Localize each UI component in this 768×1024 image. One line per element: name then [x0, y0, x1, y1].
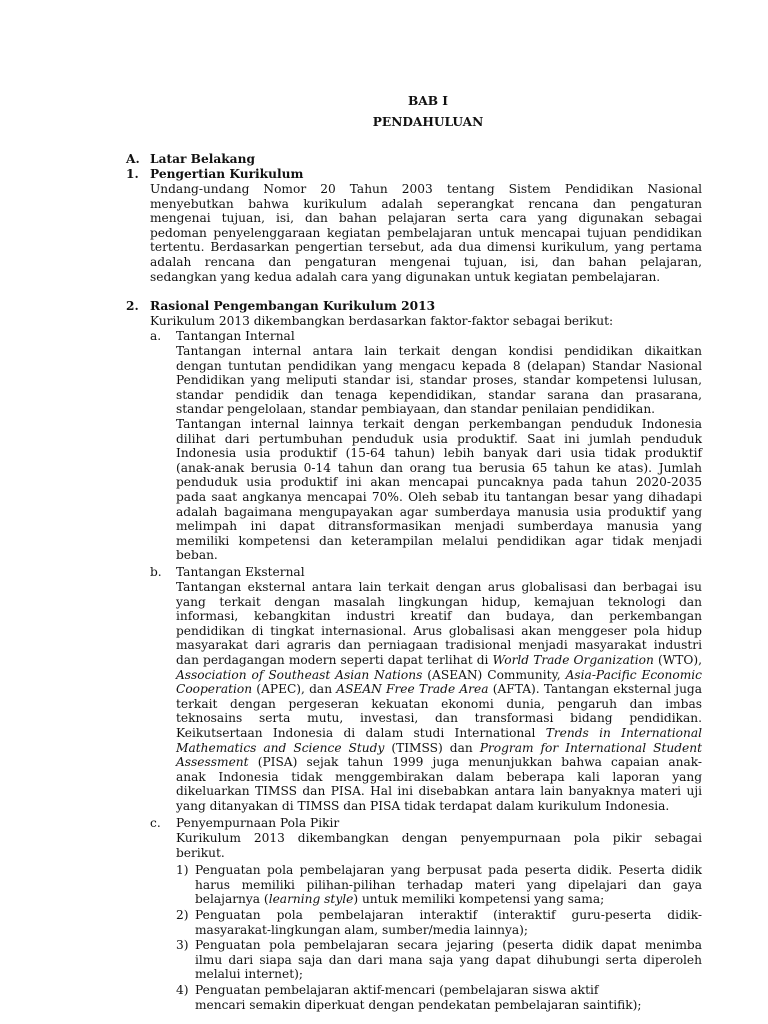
paragraph-line: pedoman penyelenggaraan kegiatan pembelajaran untuk mencapai tujuan pendidikan: [150, 225, 702, 240]
paragraph-line: teknosains serta mutu, investasi, dan transformasi bidang pendidikan.: [176, 711, 702, 726]
paragraph-line: beban.: [176, 548, 218, 563]
list-item-line: melalui internet);: [195, 967, 303, 982]
paragraph-line: Indonesia usia produktif (15-64 tahun) lebih banyak dari usia tidak produktif: [176, 446, 702, 461]
list-item-line: Penguatan pola pembelajaran interaktif (interaktif guru-peserta didik-: [195, 908, 702, 922]
subsection-a-paragraph: [176, 344, 702, 563]
paragraph-line: standar pendidik dan tenaga kependidikan, standar sarana dan prasarana,: [176, 387, 702, 402]
chapter-label: BAB I: [407, 94, 448, 108]
subsection-b-title: Tantangan Eksternal: [176, 565, 305, 579]
paragraph-line: Keikutsertaan Indonesia di dalam studi International Trends in International: [176, 725, 702, 740]
list-item-line: Penguatan pembelajaran aktif-mencari (pembelajaran siswa aktif: [195, 983, 599, 997]
paragraph-line: berikut.: [176, 845, 225, 860]
paragraph-line: dan perdagangan modern seperti dapat terlihat di World Trade Organization (WTO),: [176, 652, 702, 667]
paragraph-line: penduduk usia produktif ini akan mencapai puncaknya pada tahun 2020-2035: [176, 475, 702, 490]
section-2-intro: Kurikulum 2013 dikembangkan berdasarkan faktor-faktor sebagai berikut:: [150, 314, 614, 328]
subsection-c-marker: c.: [150, 816, 161, 830]
paragraph-line: dengan tuntutan pendidikan yang mengacu kepada 8 (delapan) Standar Nasional: [176, 358, 702, 373]
list-item-line: harus memiliki pilihan-pilihan terhadap materi yang dipelajari dan gaya: [195, 877, 702, 892]
paragraph-line: adalah bagaimana mengupayakan agar sumberdaya manusia usia produktif yang: [176, 504, 702, 519]
paragraph-line: Mathematics and Science Study (TIMSS) dan Program for International Student: [176, 740, 702, 755]
subsection-a-marker: a.: [150, 329, 162, 343]
subsection-c-intro: [176, 831, 702, 860]
list-item-line: Penguatan pola pembelajaran secara jejaring (peserta didik dapat menimba: [195, 938, 702, 952]
paragraph-line: pada saat angkanya mencapai 70%. Oleh sebab itu tantangan besar yang dihadapi: [176, 489, 702, 504]
subsection-b-marker: b.: [150, 565, 162, 579]
paragraph-line: dikeluarkan TIMSS dan PISA. Hal ini disebabkan antara lain banyaknya materi uji: [176, 784, 702, 799]
paragraph-line: melimpah ini dapat ditransformasikan menjadi sumberdaya manusia yang: [176, 519, 702, 534]
paragraph-line: Tantangan internal antara lain terkait dengan kondisi pendidikan dikaitkan: [176, 344, 702, 358]
list-item-line: ilmu dari siapa saja dan dari mana saja yang dapat dihubungi serta diperoleh: [195, 952, 702, 967]
paragraph-line: yang terkait dengan masalah lingkungan hidup, kemajuan teknologi dan: [176, 594, 702, 609]
list-item-line: belajarnya (learning style) untuk memiliki kompetensi yang sama;: [195, 892, 605, 907]
section-a-marker: A.: [126, 152, 140, 166]
paragraph-line: yang ditanyakan di TIMSS dan PISA tidak terdapat dalam kurikulum Indonesia.: [176, 798, 670, 813]
paragraph-line: Kurikulum 2013 dikembangkan dengan penyempurnaan pola pikir sebagai: [176, 831, 702, 845]
section-1-paragraph: [150, 182, 702, 284]
chapter-title: PENDAHULUAN: [372, 115, 484, 129]
subsection-c-title: Penyempurnaan Pola Pikir: [176, 816, 340, 830]
paragraph-line: Assessment (PISA) sejak tahun 1999 juga menunjukkan bahwa capaian anak-: [176, 755, 702, 770]
section-2-marker: 2.: [126, 299, 139, 313]
list-item: [195, 938, 702, 982]
paragraph-line: pendidikan di tingkat internasional. Arus globalisasi akan menggeser pola hidup: [176, 623, 702, 638]
list-item: [195, 983, 702, 1012]
paragraph-line: adalah rencana dan pengaturan mengenai tujuan, isi, dan bahan pelajaran,: [150, 254, 702, 269]
list-item: [195, 908, 702, 937]
paragraph-line: Pendidikan yang meliputi standar isi, standar proses, standar kompetensi lulusan,: [176, 373, 702, 388]
paragraph-line: memiliki kompetensi dan keterampilan melalui pendidikan agar tidak menjadi: [176, 533, 702, 548]
paragraph-line: standar pengelolaan, standar pembiayaan, dan standar penilaian pendidikan.: [176, 402, 656, 417]
paragraph-line: terkait dengan pergeseran kekuatan ekonomi dunia, pengaruh dan imbas: [176, 696, 702, 711]
subsection-b-paragraph: [176, 580, 702, 814]
list-item-number: 3): [176, 938, 189, 952]
paragraph-line: (anak-anak berusia 0-14 tahun dan orang tua berusia 65 tahun ke atas). Jumlah: [176, 460, 702, 475]
list-item-line: mencari semakin diperkuat dengan pendekatan pembelajaran saintifik);: [195, 997, 642, 1012]
paragraph-line: Association of Southeast Asian Nations (ASEAN) Community, Asia-Pacific Economic: [176, 667, 702, 682]
paragraph-line: dilihat dari pertumbuhan penduduk usia produktif. Saat ini jumlah penduduk: [176, 431, 702, 446]
paragraph-line: informasi, kebangkitan industri kreatif dan budaya, dan perkembangan: [176, 609, 702, 624]
section-1-marker: 1.: [126, 167, 139, 181]
section-a-title: Latar Belakang: [150, 152, 255, 166]
list-item: [195, 863, 702, 907]
section-2-title: Rasional Pengembangan Kurikulum 2013: [150, 299, 436, 313]
paragraph-line: anak Indonesia tidak menggembirakan dalam beberapa kali laporan yang: [176, 769, 702, 784]
paragraph-line: Tantangan eksternal antara lain terkait dengan arus globalisasi dan berbagai isu: [176, 580, 702, 594]
list-item-number: 2): [176, 908, 189, 922]
list-item-number: 1): [176, 863, 189, 877]
paragraph-line: tertentu. Berdasarkan pengertian tersebut, ada dua dimensi kurikulum, yang pertama: [150, 240, 702, 255]
paragraph-line: menyebutkan bahwa kurikulum adalah seperangkat rencana dan pengaturan: [150, 196, 702, 211]
subsection-a-title: Tantangan Internal: [176, 329, 295, 343]
paragraph-line: Tantangan internal lainnya terkait dengan perkembangan penduduk Indonesia: [176, 416, 702, 431]
list-item-number: 4): [176, 983, 189, 997]
paragraph-line: Cooperation (APEC), dan ASEAN Free Trade Area (AFTA). Tantangan eksternal juga: [176, 682, 702, 697]
paragraph-line: sedangkan yang kedua adalah cara yang digunakan untuk kegiatan pembelajaran.: [150, 269, 661, 284]
paragraph-line: masyarakat dari agraris dan perniagaan tradisional menjadi masyarakat industri: [176, 638, 702, 653]
paragraph-line: Undang-undang Nomor 20 Tahun 2003 tentang Sistem Pendidikan Nasional: [150, 182, 702, 196]
section-1-title: Pengertian Kurikulum: [150, 167, 304, 181]
list-item-line: Penguatan pola pembelajaran yang berpusat pada peserta didik. Peserta didik: [195, 863, 702, 877]
paragraph-line: mengenai tujuan, isi, dan bahan pelajaran serta cara yang digunakan sebagai: [150, 211, 702, 226]
list-item-line: masyarakat-lingkungan alam, sumber/media lainnya);: [195, 922, 529, 937]
